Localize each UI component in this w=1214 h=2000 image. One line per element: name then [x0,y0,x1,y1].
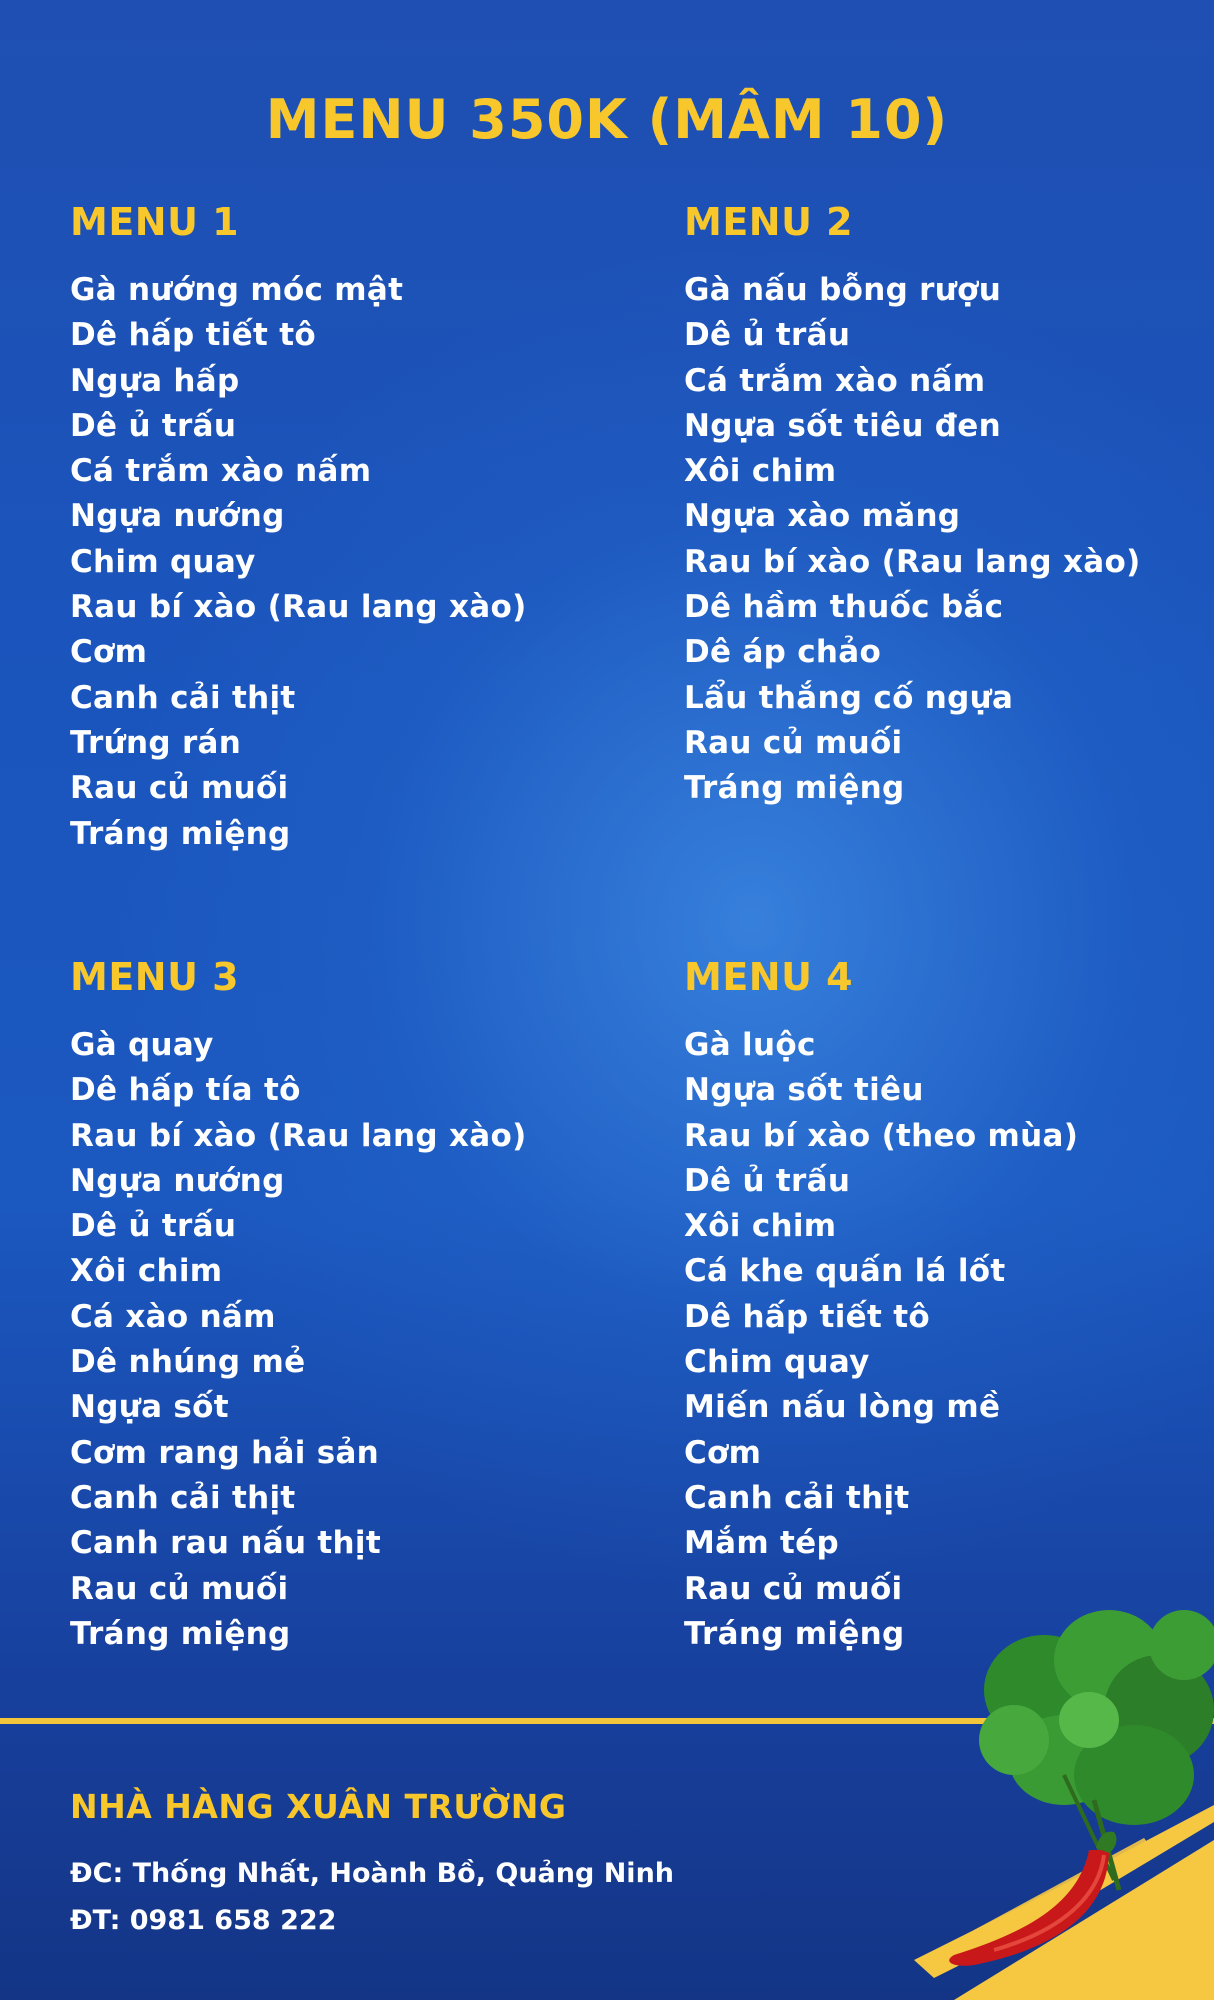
page-title: MENU 350K (MÂM 10) [265,88,949,151]
menu-item: Cơm rang hải sản [70,1434,380,1471]
menu-2-block [684,198,1204,812]
menu-item: Dê ủ trấu [70,407,237,444]
menu-item: Ngựa nướng [70,498,285,535]
menu-item: Xôi chim [684,453,837,490]
menu-4-list [684,1023,1204,1657]
menu-item: Dê ủ trấu [70,1208,237,1245]
menu-item: Rau củ muối [684,724,903,761]
menu-1-heading: MENU 1 [70,200,240,244]
menu-item: Dê ủ trấu [684,1162,851,1199]
menu-item: Gà luộc [684,1027,816,1063]
menu-item: Dê hầm thuốc bắc [684,589,1004,626]
menu-item: Tráng miệng [684,770,905,807]
menu-item: Ngựa hấp [70,362,240,399]
menu-item: Canh cải thịt [70,1479,296,1516]
menu-item: Ngựa sốt tiêu [684,1072,924,1109]
menu-3-block [70,953,590,1657]
menu-item: Cá trắm xào nấm [684,362,986,399]
menu-item: Dê nhúng mẻ [70,1344,306,1381]
menu-item: Rau bí xào (Rau lang xào) [684,543,1141,580]
menu-4-heading: MENU 4 [684,955,854,999]
menu-item: Ngựa nướng [70,1162,285,1199]
menu-item: Rau củ muối [70,770,289,807]
menu-item: Rau bí xào (Rau lang xào) [70,1117,527,1154]
menu-item: Chim quay [684,1344,870,1381]
menu-item: Chim quay [70,543,256,580]
restaurant-address: ĐC: Thống Nhất, Hoành Bồ, Quảng Ninh [70,1858,675,1889]
menu-item: Rau củ muối [70,1570,289,1607]
menu-item: Miến nấu lòng mề [684,1389,1001,1426]
menu-item: Ngựa sốt tiêu đen [684,407,1001,444]
herb-chili-decoration [914,1600,1214,2000]
menu-1-block [70,198,590,857]
menu-item: Dê hấp tiết tô [684,1298,930,1335]
menu-item: Dê hấp tía tô [70,1072,301,1109]
menu-item: Ngựa sốt [70,1389,229,1426]
menu-item: Gà nấu bỗng rượu [684,272,1002,308]
menu-item: Cơm [70,634,148,671]
menu-item: Trứng rán [70,724,242,761]
menu-item: Gà quay [70,1027,214,1063]
menu-item: Ngựa xào măng [684,498,961,535]
menu-item: Canh cải thịt [684,1479,910,1516]
menu-item: Cá khe quấn lá lốt [684,1253,1006,1290]
menu-item: Dê ủ trấu [684,317,851,354]
menu-item: Cá xào nấm [70,1298,276,1335]
menu-item: Xôi chim [70,1253,223,1290]
menu-item: Gà nướng móc mật [70,272,404,308]
menu-item: Rau bí xào (Rau lang xào) [70,589,527,626]
menu-item: Lẩu thắng cố ngựa [684,679,1014,716]
menu-4-block [684,953,1204,1657]
menu-item: Rau củ muối [684,1570,903,1607]
menu-item: Tráng miệng [684,1615,905,1652]
menu-item: Canh cải thịt [70,679,296,716]
menu-item: Xôi chim [684,1208,837,1245]
menu-item: Rau bí xào (theo mùa) [684,1117,1079,1154]
restaurant-name: NHÀ HÀNG XUÂN TRƯỜNG [70,1787,567,1826]
menu-item: Tráng miệng [70,815,291,852]
menu-item: Tráng miệng [70,1615,291,1652]
menu-item: Canh rau nấu thịt [70,1525,381,1562]
menu-2-heading: MENU 2 [684,200,854,244]
menu-item: Dê hấp tiết tô [70,317,316,354]
menu-2-list [684,268,1204,812]
menu-item: Cá trắm xào nấm [70,453,372,490]
menu-3-list [70,1023,590,1657]
menu-item: Cơm [684,1434,762,1471]
menu-1-list [70,268,590,857]
menu-3-heading: MENU 3 [70,955,240,999]
menu-item: Dê áp chảo [684,634,882,671]
menu-item: Mắm tép [684,1525,839,1562]
restaurant-phone: ĐT: 0981 658 222 [70,1905,337,1936]
